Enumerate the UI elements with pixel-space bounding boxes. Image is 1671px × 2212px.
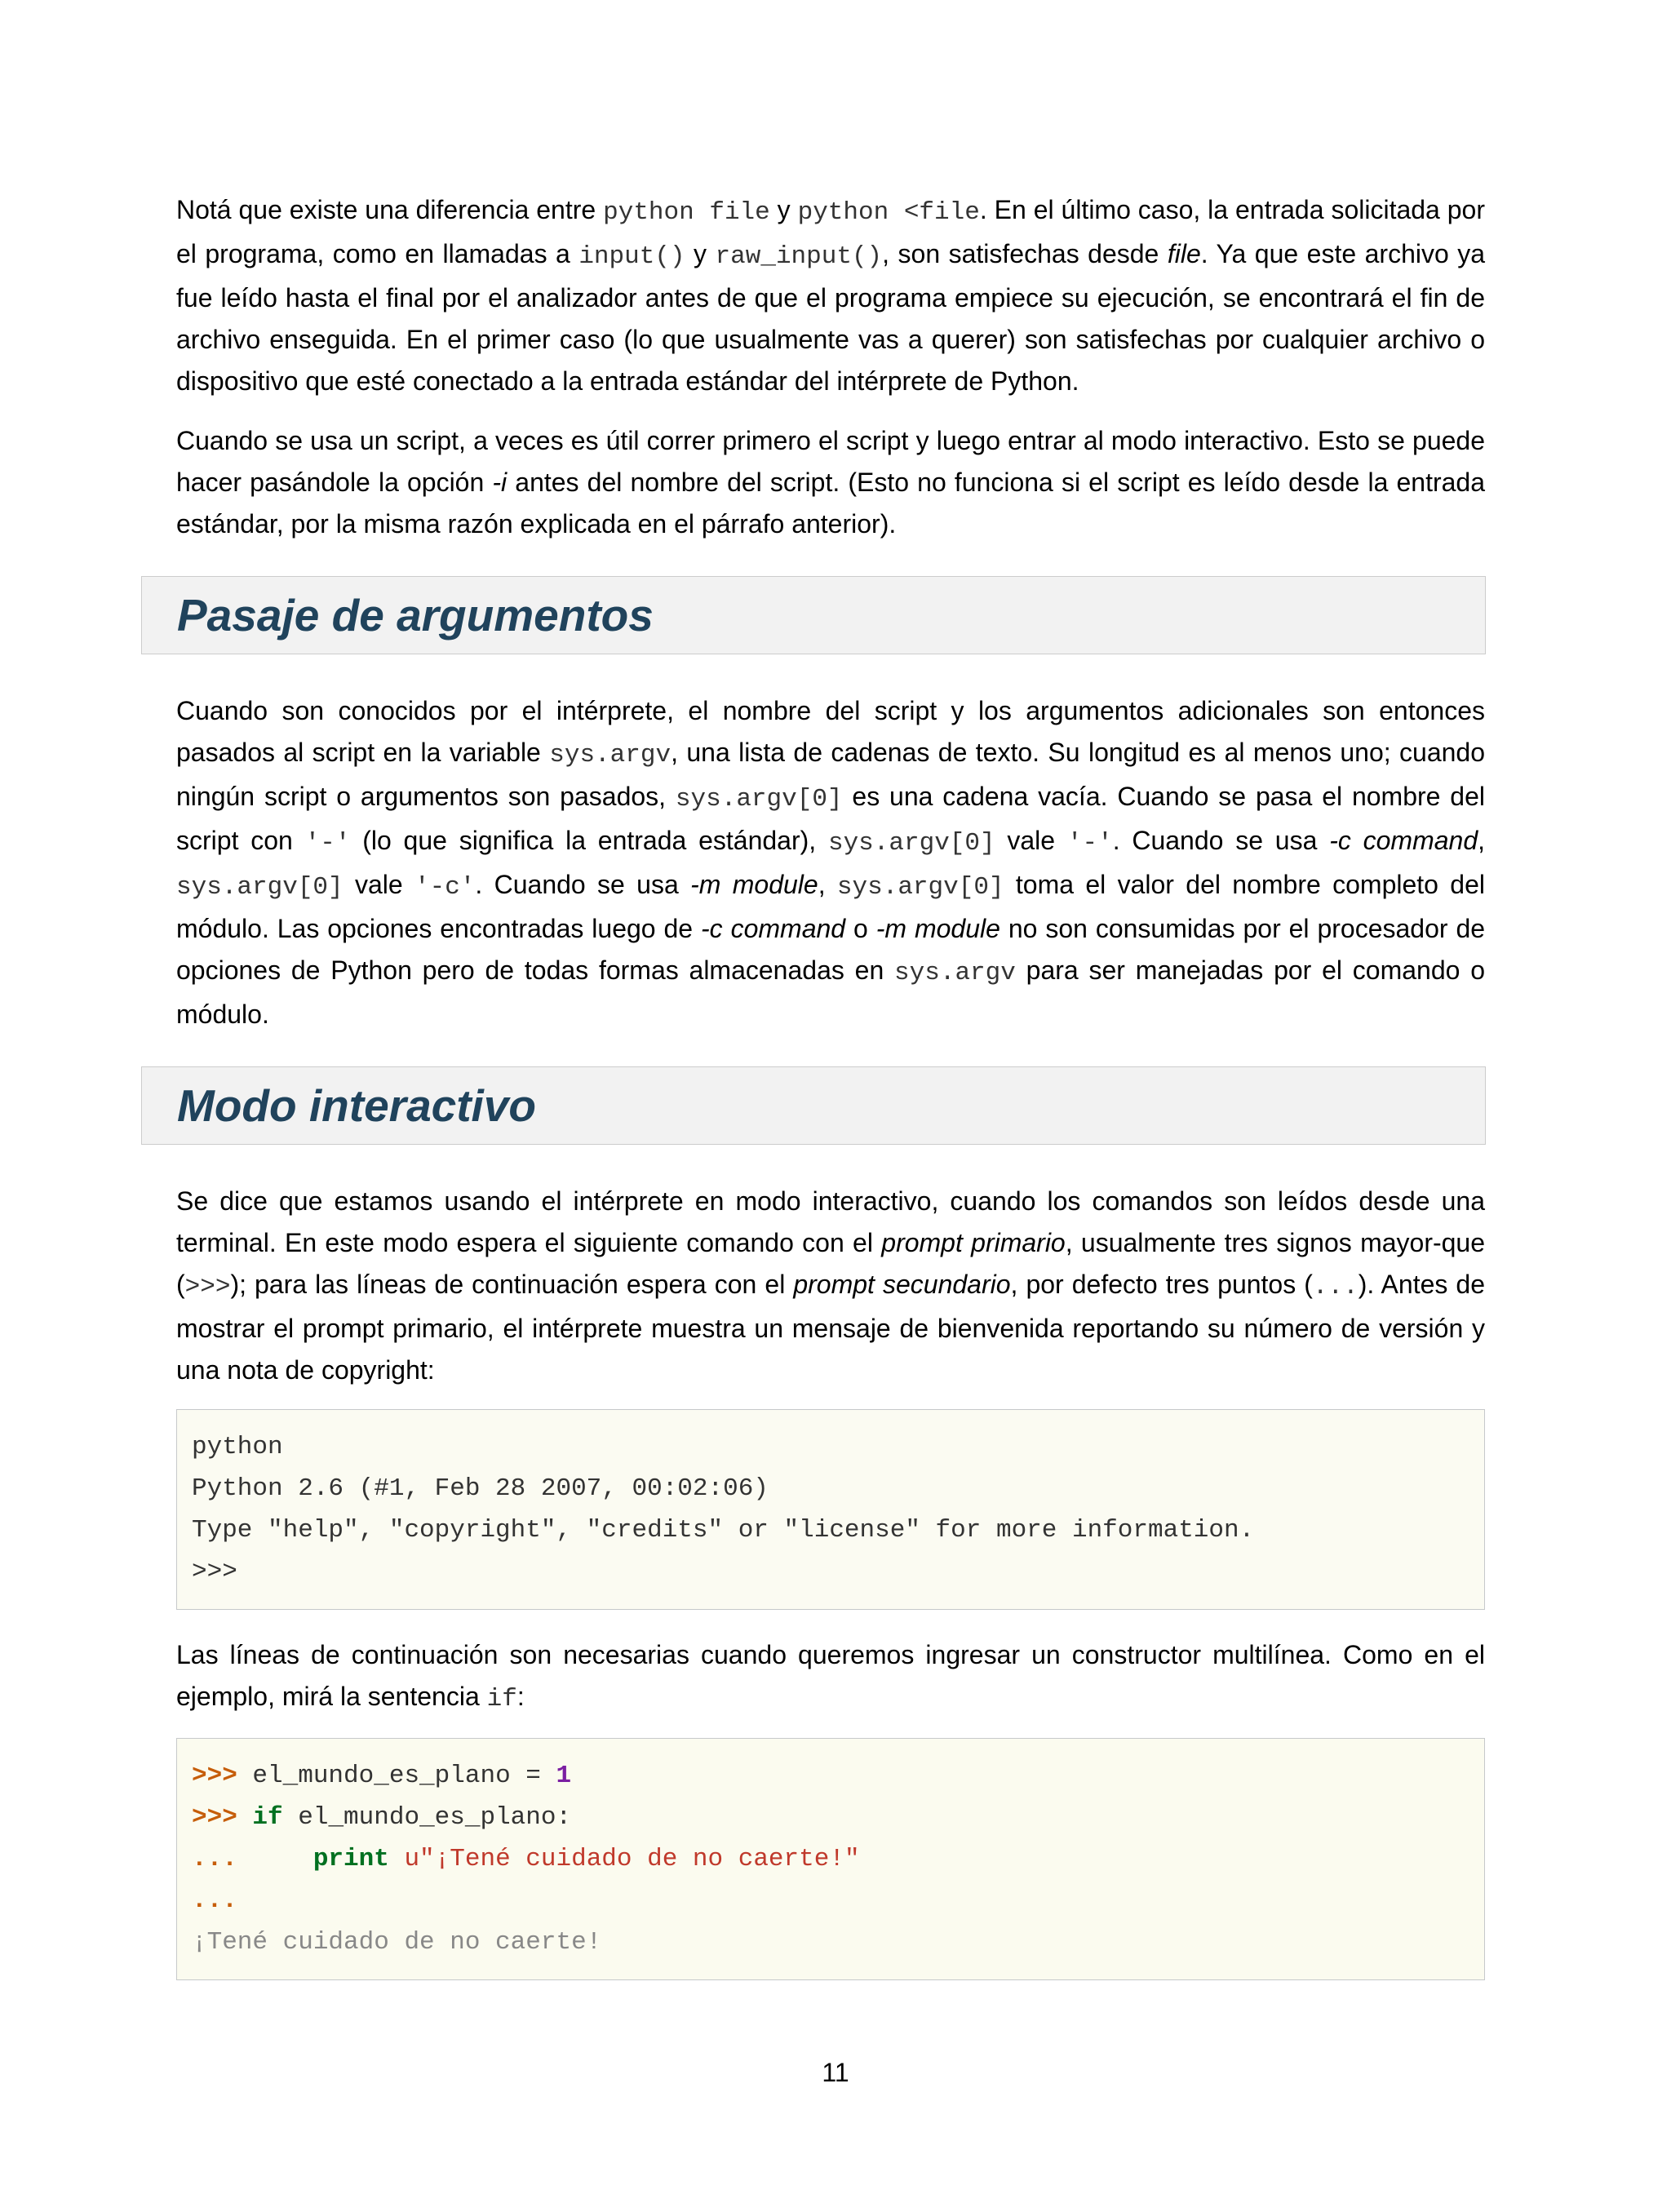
code-line: Python 2.6 (#1, Feb 28 2007, 00:02:06): [192, 1474, 769, 1503]
inline-code: input(): [578, 242, 685, 271]
inline-code: >>>: [184, 1273, 231, 1301]
code-line: python: [192, 1433, 283, 1461]
text: Cuando son conocidos por el intérprete, el nombre del script y los argumentos adicionales son entonces pasados al script en la variable: [176, 696, 1485, 767]
emphasis: -m module: [690, 870, 818, 899]
inline-code: sys.argv[0]: [176, 873, 344, 902]
text: , una lista de cadenas de texto. Su longitud es al menos uno; cuando ningún script o argumentos son pasados,: [176, 738, 1486, 811]
emphasis: -c command: [1329, 826, 1478, 855]
text: , usualmente tres signos mayor-que (: [176, 1228, 1486, 1299]
emphasis: -m module: [875, 914, 1000, 943]
inline-code: python file: [603, 198, 770, 227]
text: . Cuando se usa: [475, 870, 691, 899]
page-number: 11: [822, 2058, 849, 2087]
inline-code: sys.argv: [549, 741, 672, 769]
inline-code: sys.argv: [894, 959, 1016, 987]
text: y: [685, 239, 716, 268]
inline-code: '-c': [414, 873, 476, 902]
text: ,: [818, 870, 837, 899]
text: vale: [995, 826, 1067, 855]
text: Notá que existe una diferencia entre: [176, 195, 604, 224]
number-literal: 1: [556, 1762, 572, 1790]
text: para ser manejadas por el comando o módulo.: [176, 955, 1486, 1029]
text: Las líneas de continuación son necesarias cuando queremos ingresar un constructor multilínea. Como en el ejemplo, mirá la sentencia: [176, 1640, 1485, 1711]
text: no son consumidas por el procesador de opciones de Python pero de todas formas almacenadas en: [176, 914, 1486, 985]
keyword: if: [252, 1803, 283, 1832]
emphasis: prompt secundario: [793, 1270, 1011, 1299]
inline-code: sys.argv[0]: [827, 829, 995, 858]
emphasis: prompt primario: [881, 1228, 1066, 1257]
text: vale: [343, 870, 414, 899]
text: es una cadena vacía. Cuando se pasa el nombre del script con: [176, 782, 1485, 855]
text: :: [516, 1682, 525, 1711]
emphasis: -i: [492, 468, 508, 497]
text: . Cuando se usa: [1112, 826, 1330, 855]
text: Cuando se usa un script, a veces es útil correr primero el script y luego entrar al modo interactivo. Esto se puede hacer pasándole la opción: [176, 426, 1485, 497]
emphasis: -c command: [701, 914, 846, 943]
text: ); para las líneas de continuación espera con el: [230, 1270, 794, 1299]
text: toma el valor del nombre completo del módulo. Las opciones encontradas luego de: [176, 870, 1486, 943]
inline-code: '-': [1066, 829, 1113, 858]
prompt: >>>: [192, 1803, 237, 1832]
section-title: Pasaje de argumentos: [177, 590, 654, 641]
paragraph-file-input: [176, 189, 1485, 402]
section-title: Modo interactivo: [177, 1080, 537, 1131]
inline-code: '-': [304, 829, 351, 858]
paragraph-sys-argv: [176, 690, 1485, 1035]
inline-code: sys.argv[0]: [836, 873, 1004, 902]
text: o: [845, 914, 876, 943]
text: , son satisfechas desde: [882, 239, 1168, 268]
paragraph-interactive-mode: [176, 1181, 1485, 1391]
inline-code: ...: [1312, 1273, 1359, 1301]
text: . Ya que este archivo ya fue leído hasta el final por el analizador antes de que el programa empiece su ejecución, se encontrará el fin de archivo enseguida. En el primer caso (lo que usualmente vas a querer) son satisfechas por cualquier archivo o dispositivo que esté conectado a la entrada estándar del intérprete de Python.: [176, 239, 1486, 396]
section-heading-pasaje: [141, 576, 1486, 654]
inline-code: sys.argv[0]: [675, 785, 843, 813]
paragraph-continuation-lines: [176, 1634, 1485, 1720]
text: Se dice que estamos usando el intérprete en modo interactivo, cuando los comandos son leídos desde una terminal. En este modo espera el siguiente comando con el: [176, 1186, 1485, 1257]
text: y: [769, 195, 798, 224]
inline-code: python <file: [797, 198, 980, 227]
text: , por defecto tres puntos (: [1010, 1270, 1313, 1299]
page-content: [176, 189, 1485, 2005]
emphasis: file: [1167, 239, 1201, 268]
prompt: >>>: [192, 1762, 237, 1790]
inline-code: if: [486, 1685, 517, 1713]
code-text: el_mundo_es_plano =: [237, 1762, 556, 1790]
keyword: print: [312, 1845, 389, 1873]
text: ,: [1478, 826, 1486, 855]
string-literal: u"¡Tené cuidado de no caerte!": [404, 1845, 860, 1873]
code-line: >>>: [192, 1558, 237, 1586]
code-output: ¡Tené cuidado de no caerte!: [192, 1928, 602, 1957]
prompt: ...: [192, 1886, 237, 1915]
code-block-banner: [176, 1409, 1485, 1610]
text: antes del nombre del script. (Esto no funciona si el script es leído desde la entrada estándar, por la misma razón explicada en el párrafo anterior).: [176, 468, 1486, 539]
code-line: Type "help", "copyright", "credits" or "license" for more information.: [192, 1516, 1255, 1545]
prompt: ...: [192, 1845, 237, 1873]
text: ). Antes de mostrar el prompt primario, el intérprete muestra un mensaje de bienvenida reportando su número de versión y una nota de copyright:: [176, 1270, 1486, 1385]
inline-code: raw_input(): [715, 242, 883, 271]
text: (lo que significa la entrada estándar),: [350, 826, 828, 855]
text: . En el último caso, la entrada solicitada por el programa, como en llamadas a: [176, 195, 1486, 268]
code-block-if-example: [176, 1738, 1485, 1980]
code-text: el_mundo_es_plano:: [282, 1803, 572, 1832]
section-heading-modo-interactivo: [141, 1066, 1486, 1145]
paragraph-interactive-option: [176, 420, 1485, 545]
